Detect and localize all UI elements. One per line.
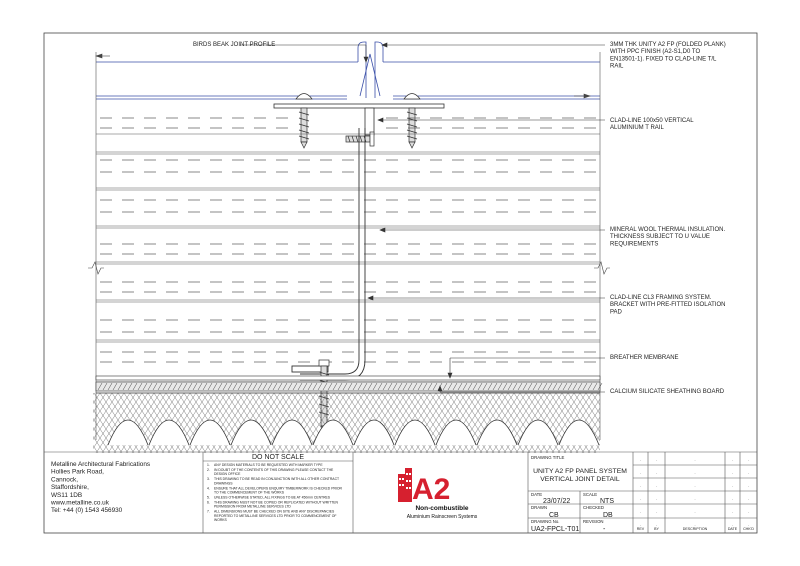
extent-arrow (96, 54, 590, 98)
substrate-hatch (640, 393, 680, 453)
revision-cell: - (655, 483, 658, 488)
callout-line: RAIL (610, 63, 624, 70)
a2-logo (398, 468, 478, 520)
callout-insulation (610, 227, 725, 247)
revision-cell: - (639, 470, 642, 475)
insulation-layer (96, 118, 600, 362)
substrate-hatch (42, 393, 82, 453)
note-item: THIS DRAWING TO BE READ IN CONJUNCTION WITH ALL OTHER CONTRACT DRAWINGS (214, 477, 340, 486)
drawing-no-value: UA2-FPCL-T01 (531, 526, 580, 533)
callout-leaders (240, 43, 605, 392)
substrate-hatch (612, 393, 652, 453)
callout-line: REQUIREMENTS (610, 241, 659, 248)
revisions-table (637, 457, 755, 531)
company-line: Staffordshire, (51, 484, 89, 492)
revision-cell: - (731, 496, 734, 501)
revision-value: - (603, 526, 606, 533)
revision-cell: - (655, 470, 658, 475)
logo-subtitle: Aluminium Rainscreen Systems (406, 514, 478, 520)
revision-cell: - (639, 522, 642, 527)
revision-cell: - (639, 483, 642, 488)
substrate-hatch (52, 393, 92, 453)
revision-header: REV (636, 527, 645, 531)
logo-text: A2 (412, 473, 451, 506)
company-line: Cannock, (51, 476, 78, 484)
scale-label: SCALE (583, 492, 598, 497)
note-number: 6. (207, 500, 210, 505)
revision-cell: - (655, 522, 658, 527)
revision-cell: - (694, 522, 696, 527)
substrate-arch (149, 420, 189, 445)
revision-cell: - (747, 496, 750, 501)
substrate-arch (231, 420, 271, 445)
fixing-screw-right (404, 94, 420, 149)
revision-header: BY (654, 527, 659, 531)
revision-cell: - (694, 496, 696, 501)
revision-header: DATE (727, 527, 738, 531)
substrate-hatch (6, 393, 46, 453)
cladding-panel (96, 42, 600, 99)
substrate-arch (477, 420, 517, 445)
callout-birds-beak (193, 42, 275, 48)
substrate-hatch (634, 393, 674, 453)
substrate-hatch (670, 393, 710, 453)
revision-cell: - (747, 509, 750, 514)
revision-cell: - (639, 457, 642, 462)
notes-title: DO NOT SCALE (252, 454, 304, 461)
company-line: WS11 1DB (51, 491, 83, 499)
logo-tagline: Non-combustible (415, 505, 469, 512)
fixing-screw-left (296, 94, 312, 149)
revision-cell: - (747, 457, 750, 462)
note-number: 4. (207, 486, 210, 491)
callout-cladding (610, 42, 726, 70)
revision-cell: - (731, 457, 734, 462)
revision-cell: - (731, 470, 734, 475)
substrate-hatch (628, 393, 668, 453)
revision-cell: - (694, 483, 696, 488)
revision-cell: - (655, 457, 658, 462)
company-line: Metalline Architectural Fabrications (51, 461, 151, 468)
title-block-text (531, 455, 627, 533)
substrate-hatch (664, 393, 704, 453)
scale-value: NTS (600, 498, 614, 505)
substrate-hatch (40, 393, 80, 453)
revision-cell: - (731, 509, 734, 514)
substrate-hatch (46, 393, 86, 453)
substrate-hatch (630, 393, 670, 453)
checked-label: CHECKED (583, 505, 605, 510)
substrate-hatch (618, 393, 658, 453)
note-number: 1. (207, 463, 210, 467)
drawing-title-line-1: UNITY A2 FP PANEL SYSTEM (533, 468, 627, 475)
substrate-hatch (12, 393, 52, 453)
note-item: THIS DRAWING MUST NOT BE COPIED OR REPLICATED WITHOUT WRITTEN PERMISSION FROM METALLINE SERVICES LTD (214, 500, 338, 509)
building-icon (398, 468, 412, 502)
substrate-arch (190, 420, 230, 445)
note-item: ANY DESIGN MATERIALS TO BE REQUESTED WITH MARKER TYPE (214, 463, 323, 467)
revision-header: DESCRIPTION (682, 527, 708, 531)
callout-line: EN13501-1). FIXED TO CLAD-LINE T/L (610, 56, 717, 63)
callout-sheathing (610, 389, 725, 395)
callout-line: WITH PPC FINISH (A2-S1,D0 TO (610, 49, 701, 56)
substrate-hatch (36, 393, 76, 453)
revision-cell: - (731, 522, 734, 527)
note-item: ALL DIMENSIONS MUST BE CHECKED ON SITE AND ANY DISCREPANCIES REPORTED TO METALLINE SERVICES LTD PRIOR TO COMMENCEMENT OF WORKS (214, 509, 337, 523)
company-address (50, 461, 150, 514)
callout-membrane (610, 355, 679, 361)
substrate-arch (559, 420, 599, 445)
section-detail (0, 42, 716, 453)
company-phone: Tel: +44 (0) 1543 456930 (51, 507, 123, 515)
revision-cell: - (639, 509, 642, 514)
callout-line: THICKNESS SUBJECT TO U VALUE (610, 234, 710, 241)
callout-line: BIRDS BEAK JOINT PROFILE (193, 42, 276, 48)
substrate-hatch (616, 393, 656, 453)
note-number: 5. (207, 495, 210, 500)
date-label: DATE (531, 492, 543, 497)
substrate-hatch (604, 393, 644, 453)
breather-membrane (96, 376, 600, 380)
company-line: Hollies Park Road, (51, 468, 104, 476)
substrate-arch (395, 420, 435, 445)
note-number: 3. (207, 477, 210, 482)
substrate-hatch (58, 393, 98, 453)
revision-cell: - (731, 483, 734, 488)
substrate-hatch (0, 393, 40, 453)
callout-line: PAD (610, 309, 622, 316)
substrate-hatch (18, 393, 58, 453)
substrate-hatch (48, 393, 88, 453)
callout-line: ALUMINIUM T RAIL (610, 125, 664, 132)
substrate-hatch (60, 393, 100, 453)
substrate-arch (436, 420, 476, 445)
callout-line: CLAD-LINE 100x50 VERTICAL (610, 118, 694, 124)
callout-line: BRACKET WITH PRE-FITTED ISOLATION (610, 302, 726, 309)
revision-cell: - (639, 496, 642, 501)
substrate-hatch (676, 393, 716, 453)
substrate-hatch (66, 393, 106, 453)
substrate-hatch (658, 393, 698, 453)
substrate-arch (354, 420, 394, 445)
t-rail-web (365, 108, 374, 135)
note-item: UNLESS OTHERWISE STATED, ALL FIXINGS TO BE AT 450mm CENTRES (214, 495, 331, 500)
revision-cell: - (747, 470, 750, 475)
substrate-hatch (72, 393, 112, 453)
callout-line: 3MM THK UNITY A2 FP (FOLDED PLANK) (610, 42, 726, 48)
callout-line: CLAD-LINE CL3 FRAMING SYSTEM. (610, 295, 712, 301)
substrate-hatch (624, 393, 664, 453)
substrate-hatch (646, 393, 686, 453)
callout-line: MINERAL WOOL THERMAL INSULATION. (610, 227, 726, 233)
substrate-arch (313, 420, 353, 445)
callout-framing (610, 295, 725, 315)
drawn-value: CB (549, 512, 559, 519)
substrate-hatch (598, 393, 638, 453)
substrate-hatch (636, 393, 676, 453)
substrate-hatch (600, 393, 640, 453)
revision-cell: - (694, 509, 696, 514)
substrate-hatch (54, 393, 94, 453)
drawn-label: DRAWN (531, 505, 548, 510)
substrate-hatch (622, 393, 662, 453)
substrate-wall (0, 393, 716, 453)
note-item: ENSURE THAT ALL DEVELOPERS ENQUIRY TIMBERWORK IS CHECKED PRIOR TO THE COMMENCEMENT OF THE WORKS (214, 486, 342, 495)
revision-cell: - (747, 522, 750, 527)
date-value: 23/07/22 (543, 498, 571, 505)
substrate-arch (108, 420, 148, 445)
t-rail-flange (274, 104, 444, 108)
callout-line: BREATHER MEMBRANE (610, 355, 679, 361)
revision-label: REVISION (583, 519, 604, 524)
substrate-arch (272, 420, 312, 445)
substrate-hatch (610, 393, 650, 453)
revision-cell: - (694, 470, 696, 475)
revision-cell: - (655, 509, 658, 514)
substrate-hatch (652, 393, 692, 453)
callout-line: CALCIUM SILICATE SHEATHING BOARD (610, 389, 725, 395)
drawing-title-line-2: VERTICAL JOINT DETAIL (540, 476, 620, 483)
revision-cell: - (694, 457, 696, 462)
substrate-hatch (606, 393, 646, 453)
note-item: IN DOUBT OF THE CONTENTS OF THIS DRAWING PLEASE CONTACT THE DESIGN OFFICE (214, 467, 334, 477)
drawing-no-label: DRAWING No. (531, 519, 560, 524)
notes-list (207, 463, 342, 522)
revision-cell: - (655, 496, 658, 501)
callout-t-rail (610, 118, 694, 131)
revision-header: CHK'D (743, 527, 754, 531)
substrate-hatch (30, 393, 70, 453)
note-number: 7. (207, 509, 210, 514)
drawing-title-label: DRAWING TITLE (531, 455, 565, 460)
company-website: www.metalline.co.uk (51, 499, 109, 507)
note-number: 2. (207, 467, 210, 472)
revision-cell: - (747, 483, 750, 488)
checked-value: DB (603, 512, 613, 519)
substrate-arch (518, 420, 558, 445)
